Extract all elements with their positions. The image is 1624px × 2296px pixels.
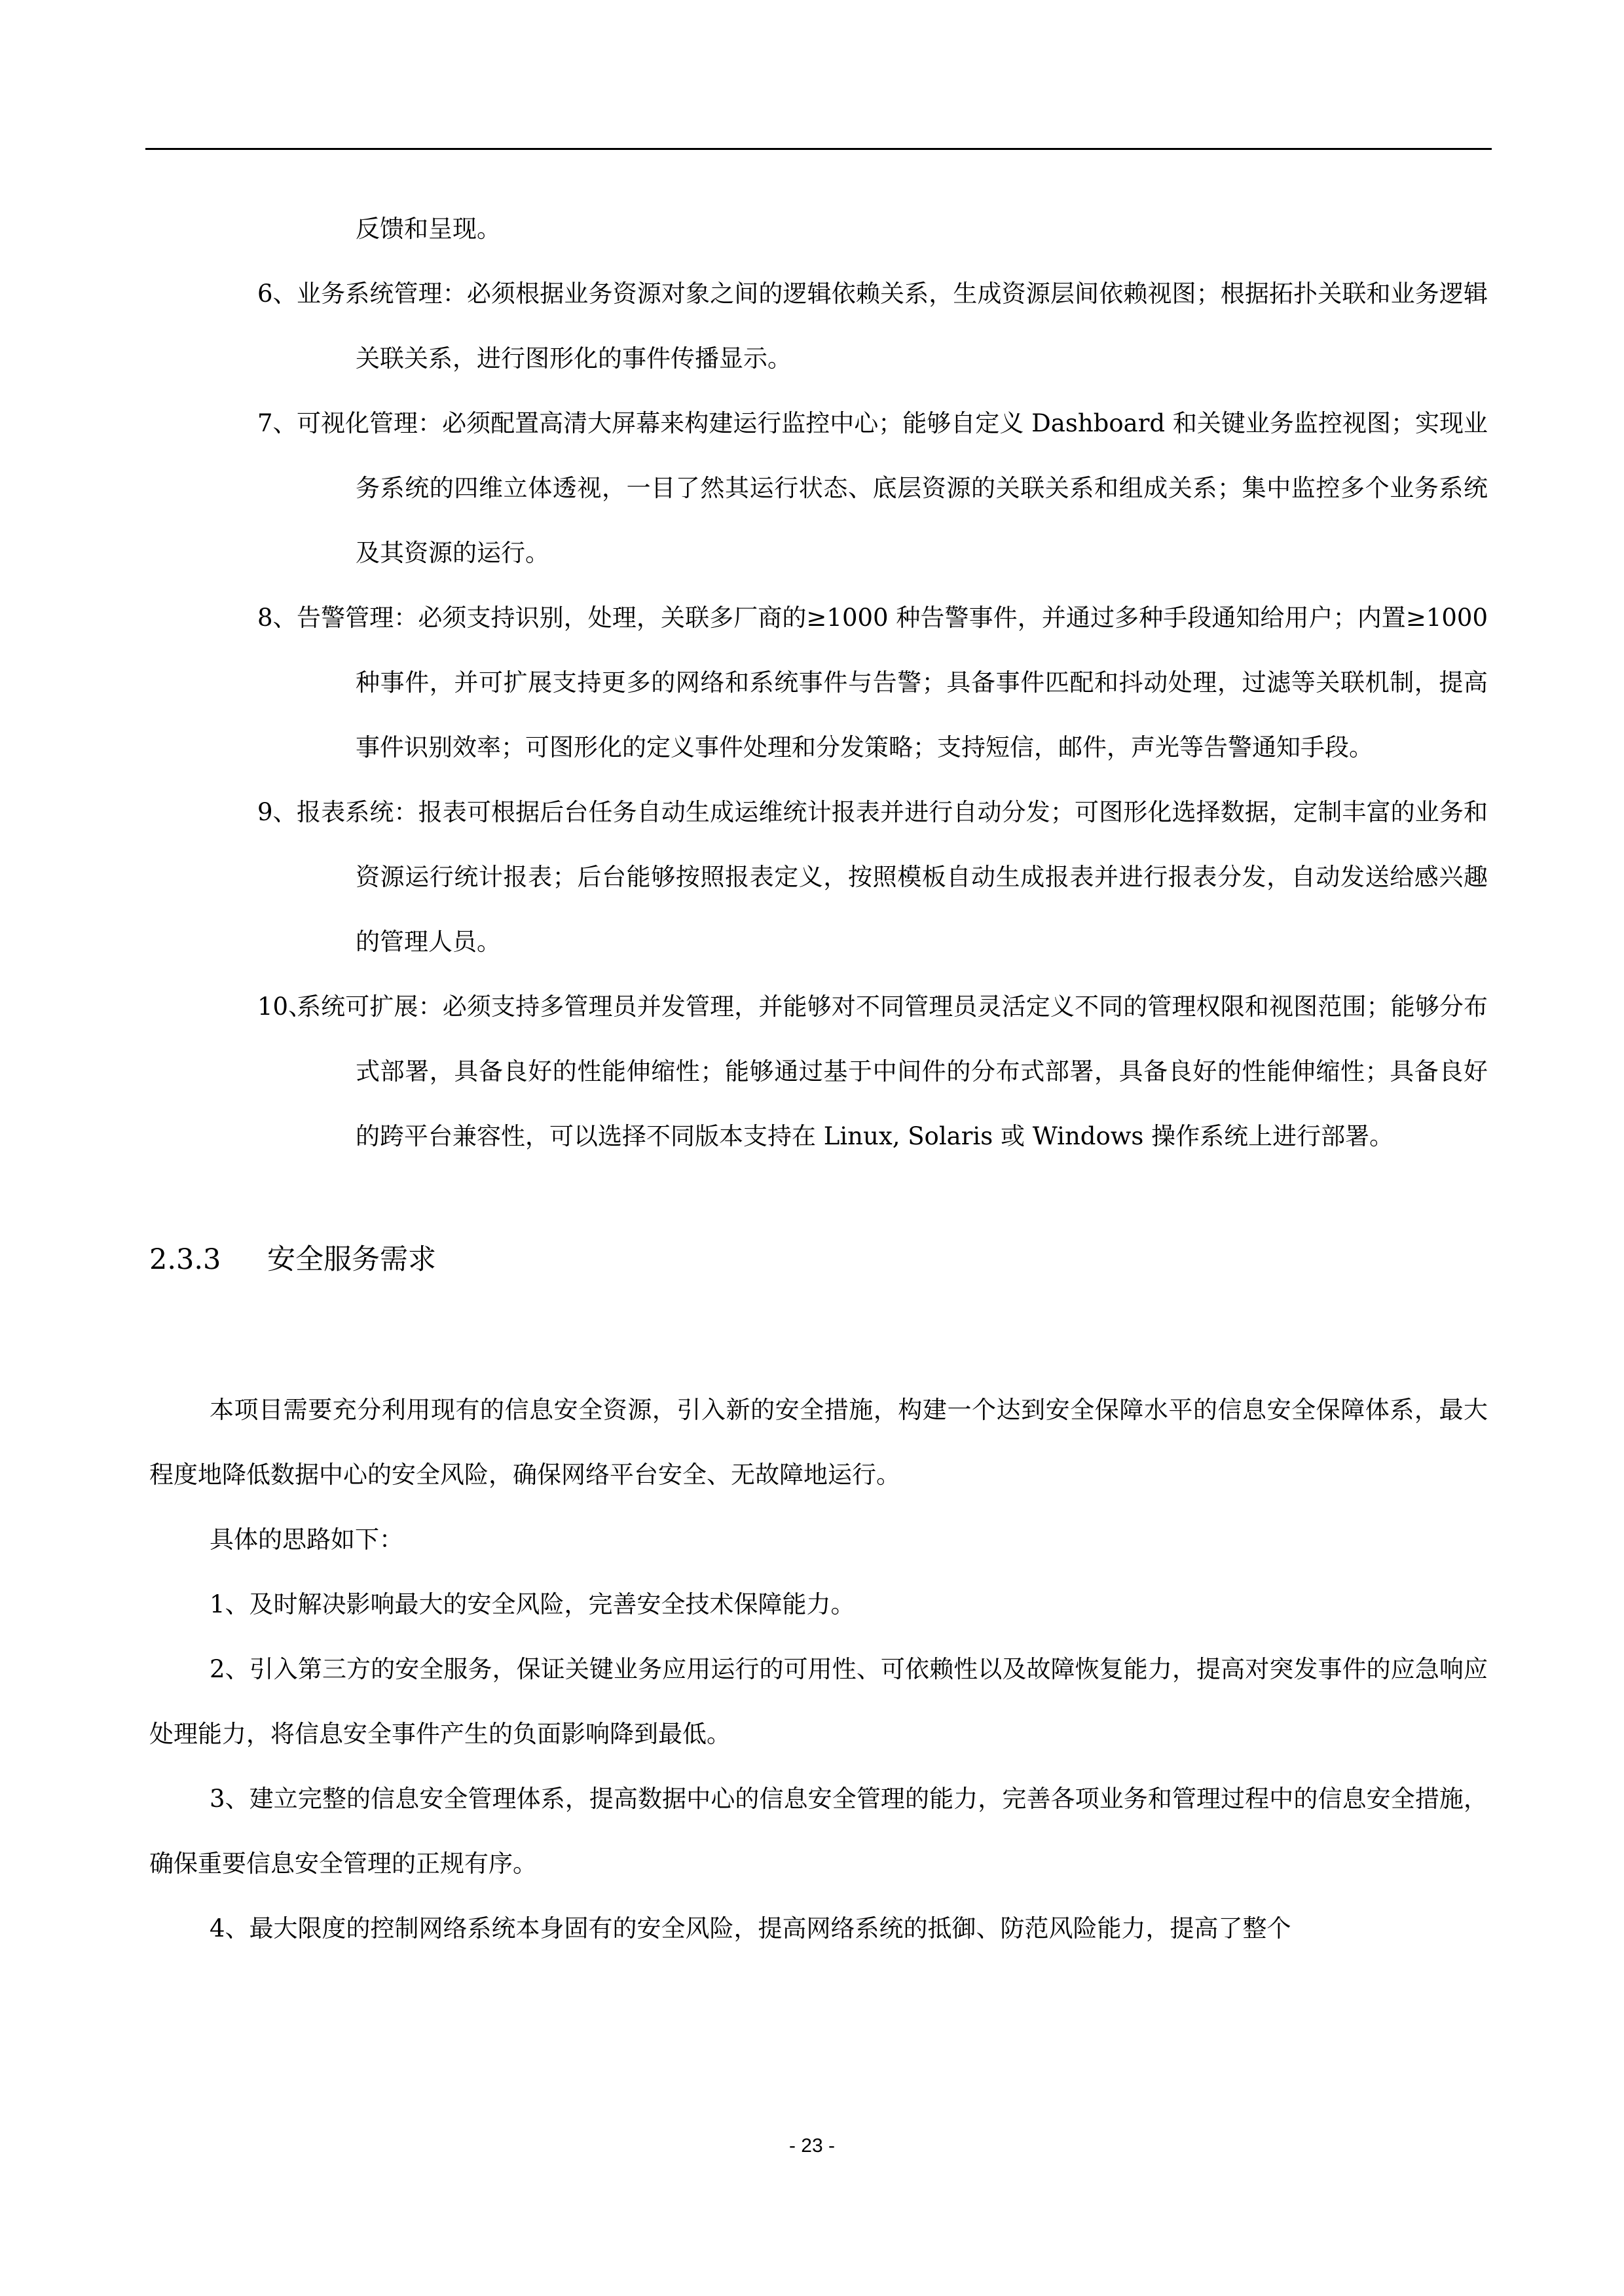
list-item-number: 7、 [257, 409, 297, 437]
list-item-text: 业务系统管理：必须根据业务资源对象之间的逻辑依赖关系，生成资源层间依赖视图；根据拓扑关联和业务逻辑关联关系，进行图形化的事件传播显示。 [297, 280, 1488, 373]
list-item [149, 391, 1488, 585]
page-content [149, 196, 1488, 1961]
list-item-text: 系统可扩展：必须支持多管理员并发管理，并能够对不同管理员灵活定义不同的管理权限和视图范围；能够分布式部署，具备良好的性能伸缩性；能够通过基于中间件的分布式部署，具备良好的性能伸缩性；具备良好的跨平台兼容性，可以选择不同版本支持在 Linux, Solaris 或 Windows 操作系统上进行部署。 [297, 993, 1488, 1150]
continuation-text: 反馈和呈现。 [356, 215, 501, 243]
list-item [149, 585, 1488, 780]
body-paragraph: 4、最大限度的控制网络系统本身固有的安全风险，提高网络系统的抵御、防范风险能力，提高了整个 [210, 1914, 1291, 1942]
section-heading [149, 1228, 1488, 1292]
list-item-text: 可视化管理：必须配置高清大屏幕来构建运行监控中心；能够自定义 Dashboard 和关键业务监控视图；实现业务系统的四维立体透视，一目了然其运行状态、底层资源的关联关系和组成关系；集中监控多个业务系统及其资源的运行。 [297, 409, 1488, 567]
section-number: 2.3.3 [149, 1243, 221, 1276]
list-item-number: 6、 [257, 280, 297, 308]
list-item-text: 告警管理：必须支持识别，处理，关联多厂商的≥1000 种告警事件，并通过多种手段通知给用户；内置≥1000 种事件，并可扩展支持更多的网络和系统事件与告警；具备事件匹配和抖动处理，过滤等关联机制，提高事件识别效率；可图形化的定义事件处理和分发策略；支持短信，邮件，声光等告警通知手段。 [297, 604, 1488, 761]
list-item-number: 10、 [257, 993, 313, 1021]
list-item-number: 9、 [257, 798, 297, 826]
body-paragraph: 具体的思路如下： [210, 1525, 403, 1554]
header-rule [145, 148, 1492, 150]
section-title: 安全服务需求 [267, 1243, 436, 1276]
list-item-number: 8、 [257, 604, 297, 632]
list-item [149, 974, 1488, 1169]
body-paragraph: 本项目需要充分利用现有的信息安全资源，引入新的安全措施，构建一个达到安全保障水平的信息安全保障体系，最大程度地降低数据中心的安全风险，确保网络平台安全、无故障地运行。 [149, 1396, 1488, 1489]
page-number: - 23 - [788, 2135, 836, 2157]
continuation-line [149, 196, 1488, 261]
body-paragraph: 1、及时解决影响最大的安全风险，完善安全技术保障能力。 [210, 1590, 855, 1618]
list-item [149, 261, 1488, 391]
body-paragraph: 3、建立完整的信息安全管理体系，提高数据中心的信息安全管理的能力，完善各项业务和管理过程中的信息安全措施，确保重要信息安全管理的正规有序。 [149, 1785, 1488, 1878]
list-item-text: 报表系统：报表可根据后台任务自动生成运维统计报表并进行自动分发；可图形化选择数据，定制丰富的业务和资源运行统计报表；后台能够按照报表定义，按照模板自动生成报表并进行报表分发，自动发送给感兴趣的管理人员。 [297, 798, 1488, 956]
list-item [149, 780, 1488, 974]
body-paragraph: 2、引入第三方的安全服务，保证关键业务应用运行的可用性、可依赖性以及故障恢复能力，提高对突发事件的应急响应处理能力，将信息安全事件产生的负面影响降到最低。 [149, 1655, 1488, 1748]
